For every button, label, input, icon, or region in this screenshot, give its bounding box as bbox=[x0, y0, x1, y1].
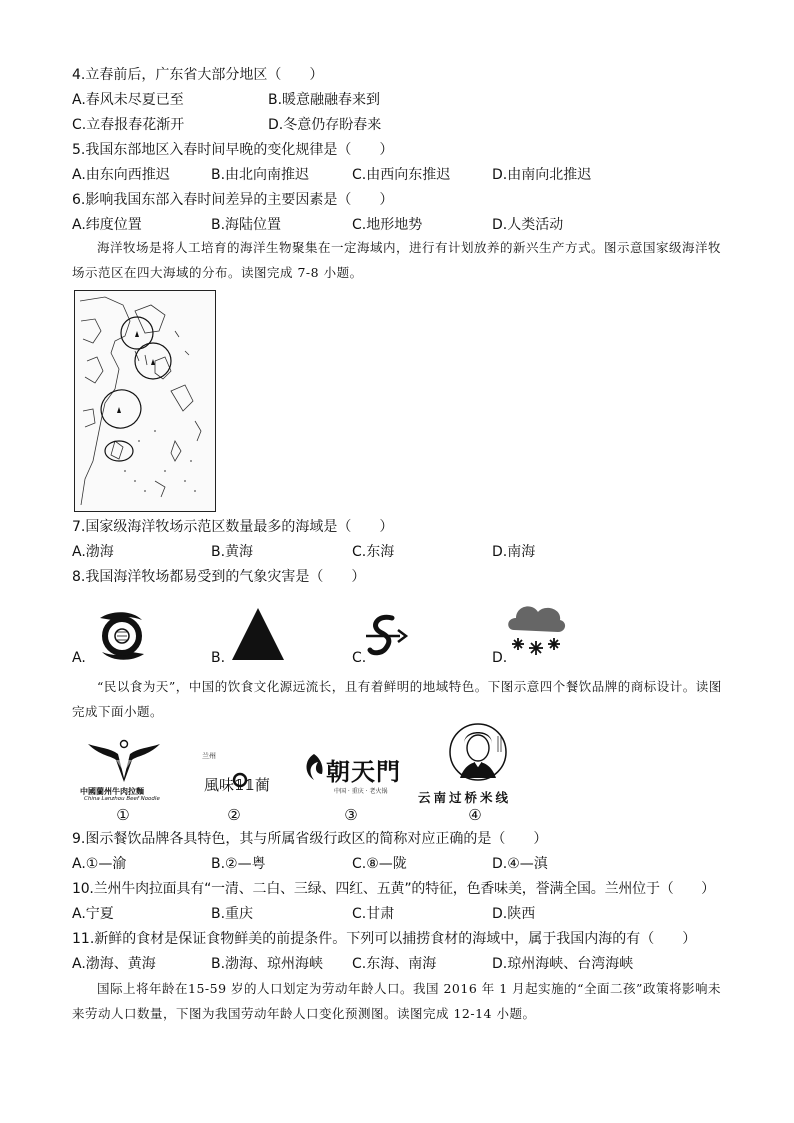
yunnan-lady-portrait-logo bbox=[446, 722, 510, 786]
q5-option-d: D.由南向北推迟 bbox=[492, 167, 592, 183]
q9-stem: 9.图示餐饮品牌各具特色，其与所属省级行政区的简称对应正确的是（ ） bbox=[72, 831, 548, 847]
q6-option-d: D.人类活动 bbox=[492, 217, 564, 233]
q11-option-c: C.东海、南海 bbox=[352, 956, 437, 972]
q6-stem: 6.影响我国东部入春时间差异的主要因素是（ ） bbox=[72, 192, 394, 208]
q4-option-c: C.立春报春花渐开 bbox=[72, 117, 185, 133]
lanzhou-noodle-logo bbox=[86, 738, 162, 790]
q4-stem: 4.立春前后，广东省大部分地区（ ） bbox=[72, 67, 324, 83]
brand-label-2: ② bbox=[227, 806, 241, 824]
q9-option-a: A.①—渝 bbox=[72, 856, 127, 872]
intro-paragraph-12-14: 国际上将年龄在15-59 岁的人口划定为劳动年龄人口。我国 2016 年 1 月起实施的“全面二孩”政策将影响未来劳动人口数量，下图为我国劳动年龄人口变化预测图。读图完成 12-14 小题。 bbox=[72, 981, 721, 1021]
intro-paragraph-9-10: “民以食为天”，中国的饮食文化源远流长，且有着鲜明的地域特色。下图示意四个餐饮品牌的商标设计。读图完成下面小题。 bbox=[72, 679, 722, 719]
q7-option-a: A.渤海 bbox=[72, 544, 114, 560]
q11-option-b: B.渤海、琼州海峡 bbox=[211, 956, 324, 972]
q8-option-b: B. bbox=[211, 650, 226, 666]
q10-stem: 10.兰州牛肉拉面具有“一清、二白、三绿、四红、五黄”的特征，色香味美，誉满全国。兰州位于（ ） bbox=[72, 881, 715, 897]
brand-3-name: 朝天門 bbox=[326, 757, 401, 786]
brand-label-3: ③ bbox=[344, 806, 358, 824]
q4-option-a: A.春风未尽夏已至 bbox=[72, 92, 184, 108]
q5-option-c: C.由西向东推迟 bbox=[352, 167, 451, 183]
q4-option-b: B.暖意融融春来到 bbox=[268, 92, 381, 108]
q4-option-d: D.冬意仍存盼春来 bbox=[268, 117, 382, 133]
q7-stem: 7.国家级海洋牧场示范区数量最多的海域是（ ） bbox=[72, 519, 394, 535]
q8-option-c: C. bbox=[352, 650, 367, 666]
hail-triangle-icon bbox=[230, 606, 286, 666]
q6-option-b: B.海陆位置 bbox=[211, 217, 282, 233]
q5-option-b: B.由北向南推迟 bbox=[211, 167, 310, 183]
q10-option-d: D.陕西 bbox=[492, 906, 536, 922]
q8-option-d: D. bbox=[492, 650, 508, 666]
q5-stem: 5.我国东部地区入春时间早晚的变化规律是（ ） bbox=[72, 142, 394, 158]
q7-option-c: C.东海 bbox=[352, 544, 395, 560]
brand-label-1: ① bbox=[116, 806, 130, 824]
sandstorm-icon bbox=[362, 612, 410, 664]
brand-1-name: 中國蘭州牛肉拉麵 bbox=[80, 787, 144, 796]
q9-option-d: D.④—滇 bbox=[492, 856, 548, 872]
q6-option-a: A.纬度位置 bbox=[72, 217, 142, 233]
q7-option-b: B.黄海 bbox=[211, 544, 254, 560]
q5-option-a: A.由东向西推迟 bbox=[72, 167, 170, 183]
svg-text:兰州: 兰州 bbox=[202, 752, 216, 760]
brand-4-name: 云南过桥米线 bbox=[418, 790, 512, 805]
q7-option-d: D.南海 bbox=[492, 544, 536, 560]
snowstorm-cloud-icon bbox=[504, 598, 568, 666]
q8-stem: 8.我国海洋牧场都易受到的气象灾害是（ ） bbox=[72, 569, 366, 585]
q9-option-b: B.②—粤 bbox=[211, 856, 266, 872]
q11-option-a: A.渤海、黄海 bbox=[72, 956, 156, 972]
brand-3-subtitle: 中国 · 重庆 · 老火锅 bbox=[334, 788, 388, 795]
ocean-ranch-map bbox=[74, 290, 216, 512]
q8-option-a: A. bbox=[72, 650, 86, 666]
q10-option-a: A.宁夏 bbox=[72, 906, 114, 922]
q6-option-c: C.地形地势 bbox=[352, 217, 423, 233]
q11-stem: 11.新鲜的食材是保证食物鲜美的前提条件。下列可以捕捞食材的海域中，属于我国内海的有（ ） bbox=[72, 931, 697, 947]
intro-paragraph-7-8: 海洋牧场是将人工培育的海洋生物聚集在一定海域内，进行有计划放养的新兴生产方式。图示意国家级海洋牧场示范区在四大海域的分布。读图完成 7-8 小题。 bbox=[72, 240, 722, 280]
typhoon-icon bbox=[86, 608, 158, 668]
q10-option-c: C.甘肃 bbox=[352, 906, 395, 922]
q11-option-d: D.琼州海峡、台湾海峡 bbox=[492, 956, 634, 972]
chaotianmen-swirl-logo bbox=[302, 752, 326, 786]
brand-label-4: ④ bbox=[468, 806, 482, 824]
q9-option-c: C.⑧—陇 bbox=[352, 856, 407, 872]
brand-1-subtitle: China Lanzhou Beef Noodle bbox=[84, 796, 160, 802]
brand-2-name: 風味𝟙𝟙蔺 bbox=[204, 776, 270, 794]
q10-option-b: B.重庆 bbox=[211, 906, 254, 922]
coastline-map-image bbox=[75, 291, 215, 511]
